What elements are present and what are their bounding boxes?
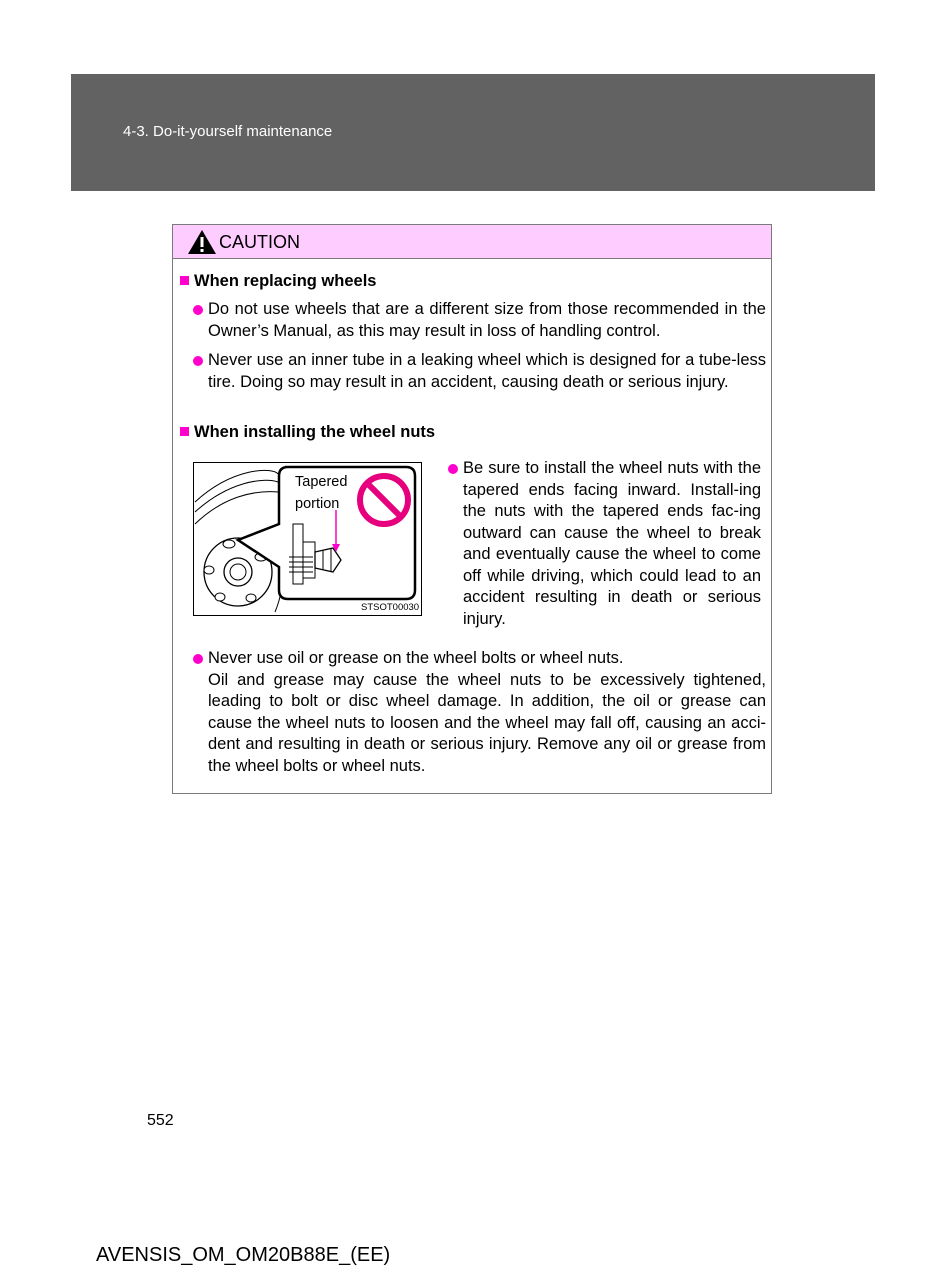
warning-triangle-icon [187,229,217,255]
subheading-installing-nuts [180,423,435,442]
bullet-dot-icon [193,305,203,315]
bullet-item [208,350,766,393]
bullet-item [208,648,766,777]
caution-header [173,225,771,259]
prohibition-icon [355,471,413,529]
square-bullet-icon [180,427,189,436]
bullet-item [208,299,766,342]
figure-label-portion: portion [295,496,340,512]
square-bullet-icon [180,276,189,285]
bullet-item [463,458,761,630]
wheel-nut-illustration [193,462,422,616]
section-title: 4-3. Do-it-yourself maintenance [123,123,333,140]
subheading-replacing-wheels [180,272,376,291]
caution-title: CAUTION [219,232,300,252]
page-number: 552 [147,1112,174,1129]
bullet-dot-icon [448,464,458,474]
figure-label-tapered: Tapered [295,474,348,490]
subheading-text: When installing the wheel nuts [194,423,436,441]
bullet-dot-icon [193,356,203,366]
bullet-text: Be sure to install the wheel nuts with the tapered ends facing inward. Install-ing the nuts with the tapered ends fac-ing outward can cause the wheel to break and eventually cause the wheel to come off while driving, which could lead to an accident resulting in death or serious injury. [463,459,761,628]
subheading-text: When replacing wheels [194,272,377,290]
header-band [71,74,875,191]
bullet-text: Never use oil or grease on the wheel bolts or wheel nuts. [208,649,624,667]
bullet-text: Do not use wheels that are a different size from those recommended in the Owner’s Manual, as this may result in loss of handling control. [208,300,766,340]
bullet-text-continued: Oil and grease may cause the wheel nuts to be excessively tightened, leading to bolt or disc wheel damage. In addition, the oil or grease can cause the wheel nuts to loosen and the wheel may fall off, causing an acci-dent and resulting in death or serious injury. Remove any oil or grease from the wheel bolts or wheel nuts. [208,670,766,775]
bullet-text: Never use an inner tube in a leaking wheel which is designed for a tube-less tire. Doing so may result in an accident, causing death or serious injury. [208,351,766,391]
figure-code: STSOT00030 [361,602,420,613]
document-id: AVENSIS_OM_OM20B88E_(EE) [96,1244,391,1266]
bullet-dot-icon [193,654,203,664]
